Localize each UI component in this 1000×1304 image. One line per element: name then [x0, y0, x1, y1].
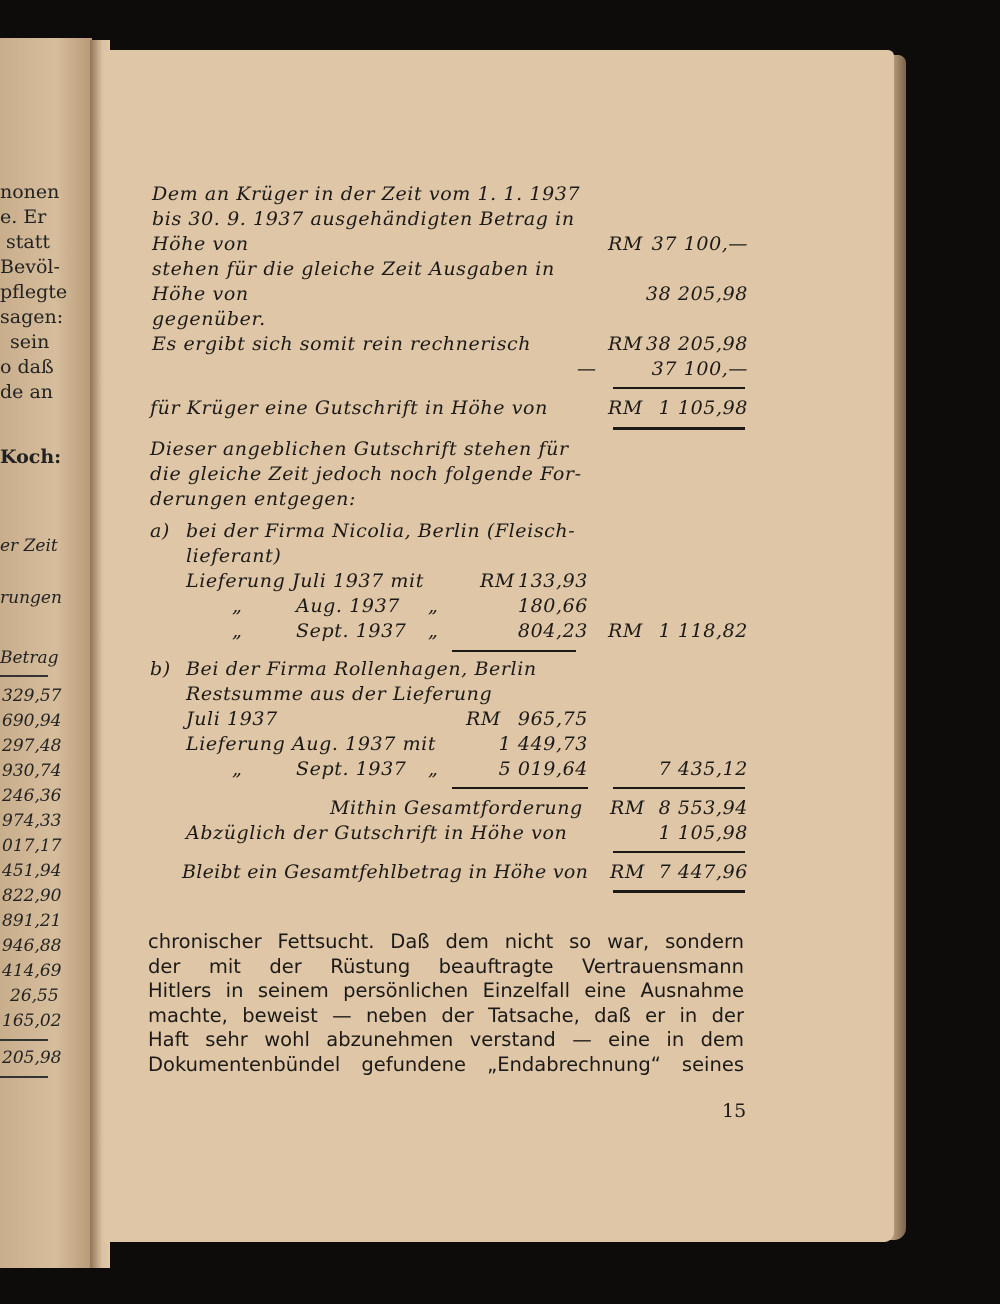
left-rule — [0, 675, 48, 677]
claims-intro-1: Dieser angeblichen Gutschrift stehen für — [150, 438, 569, 460]
subtotal-rule — [452, 650, 576, 652]
left-fragment: statt — [6, 231, 50, 253]
deficit-label: Bleibt ein Gesamtfehlbetrag in Höhe von — [182, 861, 589, 883]
sum-rule — [613, 387, 745, 389]
item-a-line-2: lieferant) — [186, 545, 282, 567]
item-a-row-1-label: Lieferung Juli 1937 mit — [186, 570, 424, 592]
item-b-row-2-label: Lieferung Aug. 1937 mit — [186, 733, 437, 755]
sum-rule-double — [613, 890, 745, 893]
subtotal-rule — [452, 787, 588, 789]
left-fragment: sein — [10, 331, 50, 353]
paragraph-line: Dokumentenbündel gefundene „Endabrechnung“ seines — [148, 1052, 744, 1076]
amount-expenses-repeat: 38 205,98 — [645, 333, 748, 355]
statement-line-3: Höhe von — [152, 233, 249, 255]
amount-paid-repeat: 37 100,— — [651, 358, 748, 380]
statement-line-6: gegenüber. — [152, 308, 266, 330]
currency-label: RM — [608, 333, 643, 355]
statement-line-1: Dem an Krüger in der Zeit vom 1. 1. 1937 — [152, 183, 581, 205]
left-fragment: nonen — [0, 181, 60, 203]
total-claims-amount: 8 553,94 — [658, 797, 748, 819]
left-number: 451,94 — [2, 861, 62, 881]
ditto-mark: „ — [428, 620, 439, 642]
left-fragment: de an — [0, 381, 54, 403]
body-paragraph — [148, 930, 744, 1077]
item-a-row-2-month: Aug. 1937 — [296, 595, 400, 617]
item-b-row-2-amount: 1 449,73 — [498, 733, 588, 755]
page-number: 15 — [722, 1100, 747, 1122]
currency-label: RM — [608, 397, 643, 419]
left-fragment: rungen — [0, 588, 62, 608]
item-a-row-1-amount: 133,93 — [517, 570, 588, 592]
item-a-row-2-amount: 180,66 — [517, 595, 588, 617]
left-fragment: e. Er — [0, 206, 47, 228]
left-rule — [0, 1039, 48, 1041]
paragraph-line: chronischer Fettsucht. Daß dem nicht so war, sondern — [148, 930, 744, 953]
item-a-label: a) — [150, 520, 170, 542]
item-b-line-2: Restsumme aus der Lieferung — [186, 683, 493, 705]
left-number: 297,48 — [2, 736, 62, 756]
ditto-mark: „ — [232, 595, 243, 617]
sum-rule-double — [613, 427, 745, 430]
paragraph-line: Haft sehr wohl abzunehmen verstand — eine in dem — [148, 1028, 744, 1051]
sum-rule — [613, 851, 745, 853]
item-b-total: 7 435,12 — [658, 758, 748, 780]
left-number: 017,17 — [2, 836, 62, 856]
left-number: 246,36 — [2, 786, 62, 806]
deduction-label: Abzüglich der Gutschrift in Höhe von — [186, 822, 568, 844]
left-number: 690,94 — [2, 711, 62, 731]
currency-label: RM — [480, 570, 515, 592]
left-fragment: sagen: — [0, 306, 64, 328]
ditto-mark: „ — [232, 620, 243, 642]
item-b-line-1: Bei der Firma Rollenhagen, Berlin — [186, 658, 537, 680]
sum-rule — [613, 787, 745, 789]
left-number: 891,21 — [2, 911, 62, 931]
currency-label: RM — [608, 620, 643, 642]
left-number: 822,90 — [2, 886, 62, 906]
left-number: 26,55 — [10, 986, 59, 1006]
item-b-row-3-month: Sept. 1937 — [296, 758, 407, 780]
left-fragment: pflegte — [0, 281, 68, 303]
ditto-mark: „ — [232, 758, 243, 780]
claims-intro-3: derungen entgegen: — [150, 488, 357, 510]
left-fragment: Koch: — [0, 446, 62, 468]
item-b-row-3-amount: 5 019,64 — [498, 758, 588, 780]
statement-line-4: stehen für die gleiche Zeit Ausgaben in — [152, 258, 555, 280]
paragraph-line: der mit der Rüstung beauftragte Vertrauensmann — [148, 954, 744, 978]
credit-label: für Krüger eine Gutschrift in Höhe von — [150, 397, 548, 419]
statement-line-5: Höhe von — [152, 283, 249, 305]
item-a-total: 1 118,82 — [658, 620, 748, 642]
left-number: 414,69 — [2, 961, 62, 981]
item-b-row-1-label: Juli 1937 — [186, 708, 278, 730]
left-fragment: er Zeit — [0, 536, 58, 556]
left-number: 946,88 — [2, 936, 62, 956]
total-claims-label: Mithin Gesamtforderung — [330, 797, 583, 819]
currency-label: RM — [466, 708, 501, 730]
currency-label: RM — [608, 233, 643, 255]
left-number: 930,74 — [2, 761, 62, 781]
currency-label: RM — [610, 861, 645, 883]
paragraph-line: machte, beweist — neben der Tatsache, daß er in der — [148, 1003, 744, 1027]
item-a-row-3-amount: 804,23 — [517, 620, 588, 642]
deficit-amount: 7 447,96 — [658, 861, 748, 883]
deduction-amount: 1 105,98 — [658, 822, 748, 844]
amount-expenses: 38 205,98 — [645, 283, 748, 305]
item-b-label: b) — [150, 658, 171, 680]
left-number: 165,02 — [2, 1011, 62, 1031]
amount-paid: 37 100,— — [651, 233, 748, 255]
ditto-mark: „ — [428, 595, 439, 617]
statement-line-7: Es ergibt sich somit rein rechnerisch — [152, 333, 532, 355]
paragraph-line: Hitlers in seinem persönlichen Einzelfall eine Ausnahme — [148, 979, 744, 1002]
left-fragment: Betrag — [0, 648, 59, 668]
item-a-row-3-month: Sept. 1937 — [296, 620, 407, 642]
ditto-mark: „ — [428, 758, 439, 780]
left-page-fragment — [0, 38, 92, 1268]
credit-amount: 1 105,98 — [658, 397, 748, 419]
item-b-row-1-amount: 965,75 — [517, 708, 588, 730]
left-fragment: Bevöl- — [0, 256, 60, 278]
statement-line-2: bis 30. 9. 1937 ausgehändigten Betrag in — [152, 208, 575, 230]
claims-intro-2: die gleiche Zeit jedoch noch folgende For- — [150, 463, 582, 485]
minus-sign: — — [577, 358, 597, 380]
left-rule — [0, 1076, 48, 1078]
left-number: 974,33 — [2, 811, 62, 831]
item-a-line-1: bei der Firma Nicolia, Berlin (Fleisch- — [186, 520, 576, 542]
currency-label: RM — [610, 797, 645, 819]
left-number: 329,57 — [2, 686, 62, 706]
left-fragment: o daß — [0, 356, 54, 378]
left-number: 205,98 — [2, 1048, 62, 1068]
